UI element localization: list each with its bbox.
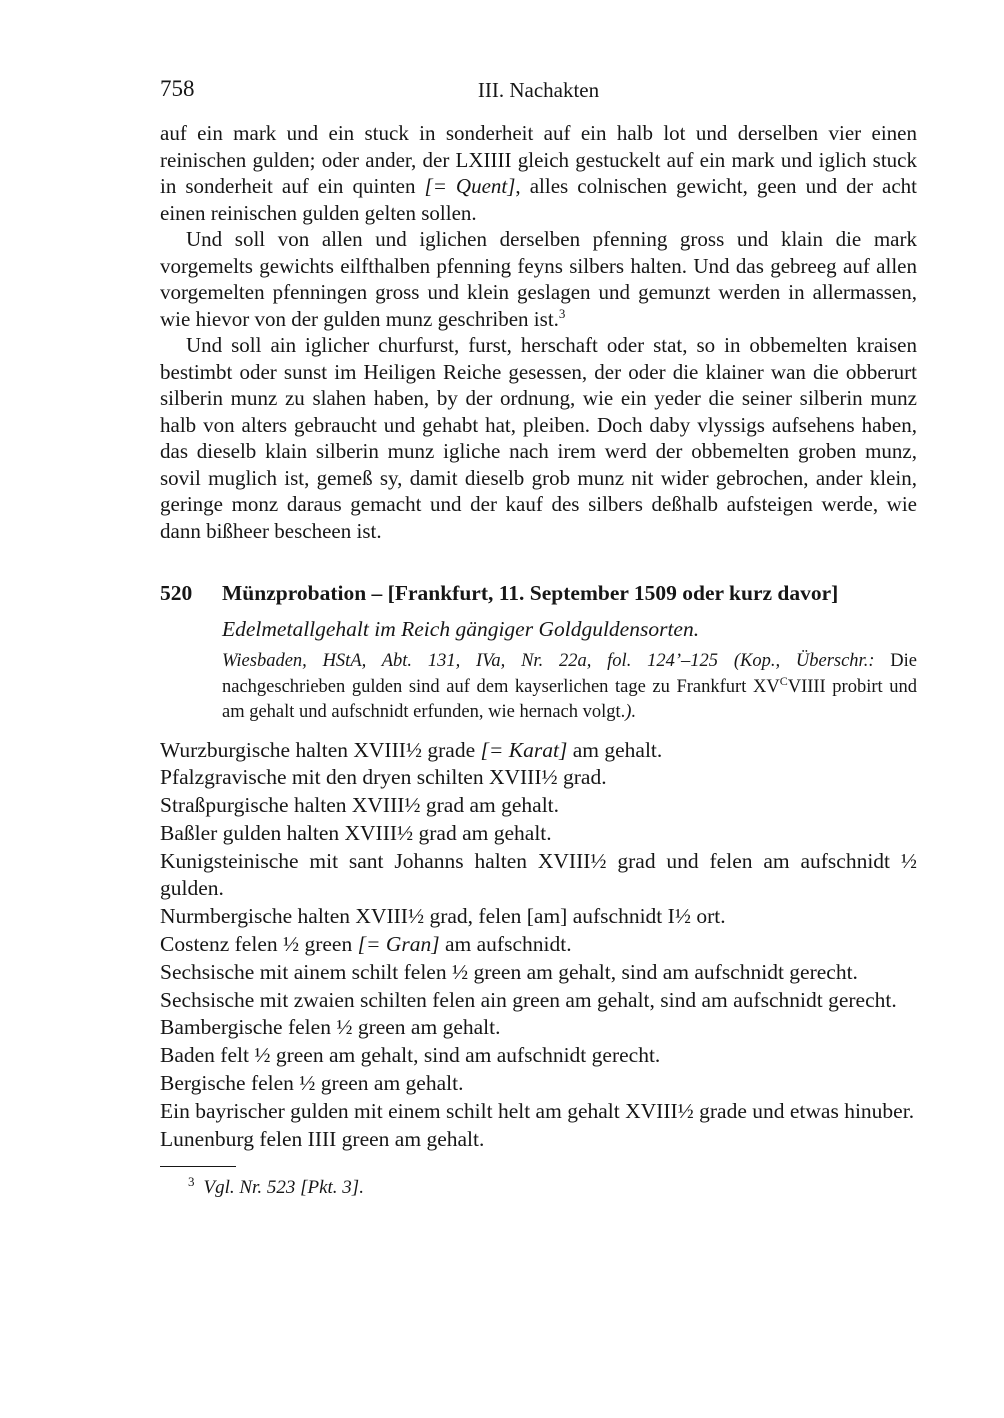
entry-text: Costenz felen ½ green bbox=[160, 932, 358, 957]
entry-text: Bambergische felen ½ green am gehalt. bbox=[160, 1015, 501, 1040]
footnote-3 bbox=[188, 1176, 917, 1200]
entry-pfalzgravische bbox=[160, 764, 917, 792]
entry-nurmbergische bbox=[160, 903, 917, 931]
entry-costenz bbox=[160, 931, 917, 959]
source-closing: ). bbox=[625, 702, 637, 722]
footnote-marker: 3 bbox=[188, 1174, 195, 1190]
entry-text: Sechsische mit ainem schilt felen ½ green am gehalt, sind am aufschnidt gerecht. bbox=[160, 959, 858, 984]
footnote-rule bbox=[160, 1166, 236, 1167]
entry-text: am gehalt. bbox=[567, 737, 663, 762]
entry-gloss: [= Gran] bbox=[357, 932, 440, 957]
intro-text bbox=[160, 120, 917, 544]
entry-text: Straßpurgische halten XVIII½ grad am gehalt. bbox=[160, 793, 560, 818]
entry-strasspurgische bbox=[160, 792, 917, 820]
source-citation bbox=[222, 649, 917, 726]
entry-bergische bbox=[160, 1070, 917, 1098]
paragraph-2 bbox=[160, 226, 917, 332]
entry-gloss: [= Karat] bbox=[480, 737, 568, 762]
paragraph-1-gloss: [= Quent] bbox=[424, 174, 516, 198]
document-heading bbox=[160, 579, 917, 607]
entry-text: Sechsische mit zwaien schilten felen ain green am gehalt, sind am aufschnidt gerecht. bbox=[160, 987, 897, 1012]
paragraph-1-text-b: , alles colnischen gewicht, geen und der acht einen reinischen gulden gelten sollen. bbox=[160, 174, 917, 225]
paragraph-3-text: Und soll ain iglicher churfurst, furst, herschaft oder stat, so in obbemelten kraisen bestimbt oder sunst im Heiligen Reiche gesessen, der oder die klainer wan die obberurt silberin munz zu slahen haben, by der ordnung, wie ein yeder die seiner silberin munz halb von alters gebraucht und gehabt hat, pleiben. Doch daby vlyssigs aufsehens haben, das dieselb klain silberin munz igliche nach irem werd der obbemelten groben munz, sovil muglich ist, gemeß sy, damit dieselb grob munz nit wider gebrochen, ander klein, geringe monz daraus gemacht und der kauf des silbers deßhalb aufsteigen werde, wie dann bißheer bescheen ist. bbox=[160, 333, 917, 543]
entry-text: Pfalzgravische mit den dryen schilten XVIII½ grad. bbox=[160, 765, 607, 790]
footnote-reference-3: 3 bbox=[558, 305, 566, 321]
document-number: 520 bbox=[160, 581, 193, 605]
assay-entry-list bbox=[160, 737, 917, 1154]
entry-text: Bergische felen ½ green am gehalt. bbox=[160, 1071, 464, 1096]
entry-sechsische-ain-schilt bbox=[160, 959, 917, 987]
entry-lunenburg bbox=[160, 1126, 917, 1154]
entry-kunigsteinische bbox=[160, 848, 917, 904]
entry-text: Ein bayrischer gulden mit einem schilt helt am gehalt XVIII½ grade und etwas hinuber. bbox=[160, 1098, 915, 1123]
entry-text: Kunigsteinische mit sant Johanns halten XVIII½ grad und felen am aufschnidt ½ gulden. bbox=[160, 848, 917, 901]
entry-bassler bbox=[160, 820, 917, 848]
entry-baden bbox=[160, 1042, 917, 1070]
page-number: 758 bbox=[160, 76, 195, 101]
document-title: Münzprobation – [Frankfurt, 11. September 1509 oder kurz davor] bbox=[222, 581, 839, 605]
running-head bbox=[160, 74, 917, 104]
running-title: III. Nachakten bbox=[477, 78, 600, 102]
entry-bambergische bbox=[160, 1014, 917, 1042]
paragraph-1-text-a: auf ein mark und ein stuck in sonderheit auf ein halb lot und derselben vier einen reinischen gulden; oder ander, der LXIIII gleich gestuckelt auf ein mark und iglich stuck in sonderheit auf ein quinten bbox=[160, 121, 917, 198]
document-subtitle: Edelmetallgehalt im Reich gängiger Goldguldensorten. bbox=[222, 617, 700, 641]
source-superscript-c: C bbox=[779, 673, 788, 688]
source-archive: Wiesbaden, HStA, Abt. 131, IVa, Nr. 22a, fol. 124’–125 (Kop., Überschr.: bbox=[222, 651, 875, 671]
paragraph-1 bbox=[160, 120, 917, 226]
entry-text: Nurmbergische halten XVIII½ grad, felen [am] aufschnidt I½ ort. bbox=[160, 904, 726, 929]
paragraph-3 bbox=[160, 332, 917, 544]
footnote-area bbox=[160, 1166, 917, 1200]
entry-text: Wurzburgische halten XVIII½ grade bbox=[160, 737, 481, 762]
entry-text: Baßler gulden halten XVIII½ grad am gehalt. bbox=[160, 820, 552, 845]
entry-bayrischer bbox=[160, 1098, 917, 1126]
source-quote-a: Die nachgeschrieben gulden sind auf dem kayserlichen tage zu Frankfurt XV bbox=[222, 651, 917, 697]
entry-text: Lunenburg felen IIII green am gehalt. bbox=[160, 1126, 485, 1151]
entry-text: am aufschnidt. bbox=[439, 932, 572, 957]
source-quote-b: VIIII probirt und am gehalt und aufschnidt erfunden, wie hernach volgt. bbox=[222, 676, 918, 722]
entry-text: Baden felt ½ green am gehalt, sind am aufschnidt gerecht. bbox=[160, 1043, 661, 1068]
entry-wurzburgische bbox=[160, 737, 917, 765]
footnote-text: Vgl. Nr. 523 [Pkt. 3]. bbox=[203, 1177, 364, 1199]
entry-sechsische-zwai-schilten bbox=[160, 987, 917, 1015]
paragraph-2-text: Und soll von allen und iglichen derselben pfenning gross und klain die mark vorgemelts gewichts eilfthalben pfenning feyns silbers halten. Und das gebreeg auf allen vorgemelten pfenningen gross und klein geslagen und gemunzt werden in allermassen, wie hievor von der gulden munz geschriben ist. bbox=[160, 227, 917, 331]
